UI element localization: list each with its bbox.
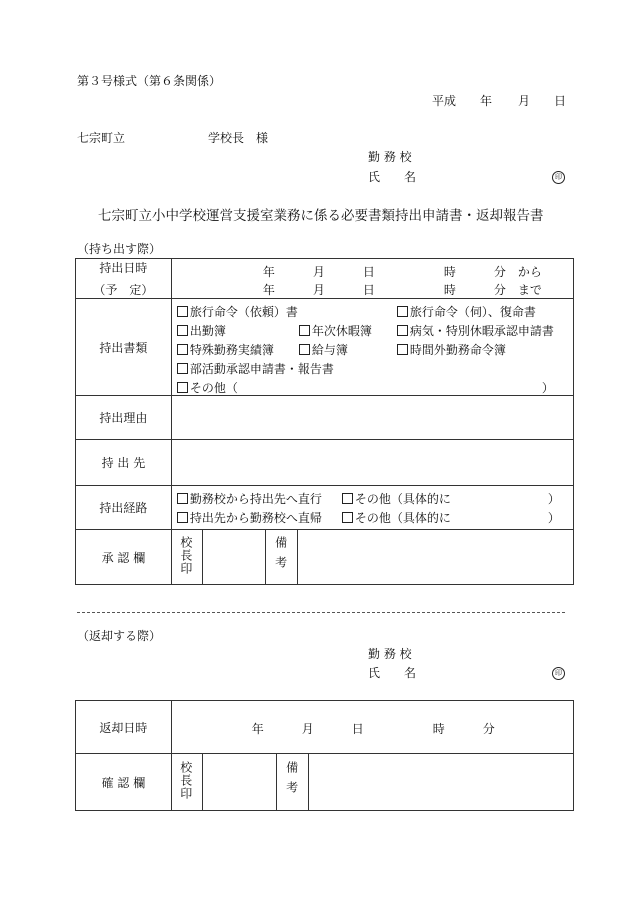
cb-annual-leave[interactable]: 年次休暇簿 [299, 322, 372, 339]
checkbox-icon [342, 493, 353, 504]
cb-direct-return[interactable]: 持出先から勤務校へ直帰 [177, 509, 322, 526]
dt-hour: 時 [443, 265, 456, 279]
other-close: ） [541, 381, 554, 395]
checkbox-icon [177, 512, 188, 523]
return-section-label: （返却する際） [77, 629, 162, 643]
cb-route-other-1[interactable]: その他（具体的に [342, 490, 451, 507]
checkbox-icon [177, 306, 188, 317]
takeout-table [75, 258, 574, 585]
cb-overtime[interactable]: 時間外勤務命令簿 [397, 341, 506, 358]
name-label: 氏 名 [368, 170, 417, 184]
confirm-label: 確 認 欄 [76, 754, 172, 811]
dt-min-2: 分 [493, 283, 506, 297]
checkbox-icon [177, 325, 188, 336]
seal-icon: 印 [552, 171, 565, 184]
dt-from: から [517, 265, 542, 279]
reason-field[interactable] [171, 396, 573, 440]
date-era: 平成 [432, 94, 457, 108]
dt-month-2: 月 [312, 283, 325, 297]
return-datetime-field[interactable] [171, 701, 573, 754]
route-close-1: ） [547, 492, 560, 506]
dt-day: 日 [362, 265, 375, 279]
principal-seal-field[interactable] [202, 530, 265, 585]
reason-label: 持出理由 [76, 396, 172, 440]
school-label: 勤 務 校 [368, 150, 412, 164]
return-remarks-label: 備考 [276, 754, 308, 811]
route-field [171, 486, 573, 530]
cb-special-duty[interactable]: 特殊勤務実績簿 [177, 341, 274, 358]
return-seal-icon: 印 [552, 667, 565, 680]
takeout-datetime-field[interactable] [171, 259, 573, 299]
cb-sick-leave[interactable]: 病気・特別休暇承認申請書 [397, 322, 554, 339]
dt-to: まで [517, 283, 542, 297]
checkbox-icon [397, 325, 408, 336]
ret-day: 日 [351, 722, 364, 736]
date-month: 月 [518, 94, 531, 108]
return-name-label: 氏 名 [368, 666, 417, 680]
dt-month: 月 [312, 265, 325, 279]
return-datetime-label: 返却日時 [76, 701, 172, 754]
checkbox-icon [299, 344, 310, 355]
ret-hour: 時 [432, 722, 445, 736]
return-school-label: 勤 務 校 [368, 647, 412, 661]
checkbox-icon [299, 325, 310, 336]
checkbox-icon [397, 306, 408, 317]
checkbox-icon [177, 344, 188, 355]
cb-travel-inquiry[interactable]: 旅行命令（伺）、復命書 [397, 303, 536, 320]
cb-direct-go[interactable]: 勤務校から持出先へ直行 [177, 490, 322, 507]
approval-label: 承 認 欄 [76, 530, 172, 585]
return-table [75, 700, 574, 811]
addressee-title: 学校長 様 [208, 131, 269, 145]
cb-salary[interactable]: 給与簿 [299, 341, 348, 358]
ret-month: 月 [301, 722, 314, 736]
remarks-label: 備考 [265, 530, 297, 585]
form-number: 第３号様式（第６条関係） [77, 74, 222, 88]
docs-field [171, 299, 573, 396]
dt-day-2: 日 [362, 283, 375, 297]
return-principal-seal-label: 校長印 [171, 754, 202, 811]
cb-travel-order[interactable]: 旅行命令（依頼）書 [177, 303, 298, 320]
destination-field[interactable] [171, 440, 573, 486]
return-remarks-field[interactable] [308, 754, 573, 811]
destination-label: 持 出 先 [76, 440, 172, 486]
ret-min: 分 [482, 722, 495, 736]
checkbox-icon [397, 344, 408, 355]
return-principal-seal-field[interactable] [202, 754, 276, 811]
date-year: 年 [480, 94, 493, 108]
ret-year: 年 [251, 722, 264, 736]
cb-other[interactable]: その他（ [177, 379, 238, 396]
dt-year: 年 [262, 265, 275, 279]
date-day: 日 [554, 94, 567, 108]
takeout-section-label: （持ち出す際） [77, 242, 162, 256]
remarks-field[interactable] [297, 530, 573, 585]
route-close-2: ） [547, 511, 560, 525]
dt-year-2: 年 [262, 283, 275, 297]
principal-seal-label: 校長印 [171, 530, 202, 585]
addressee-town: 七宗町立 [77, 131, 126, 145]
checkbox-icon [177, 493, 188, 504]
checkbox-icon [177, 382, 188, 393]
dt-min: 分 [493, 265, 506, 279]
cb-route-other-2[interactable]: その他（具体的に [342, 509, 451, 526]
checkbox-icon [177, 363, 188, 374]
cut-line [77, 612, 565, 613]
cb-attendance[interactable]: 出勤簿 [177, 322, 226, 339]
route-label: 持出経路 [76, 486, 172, 530]
checkbox-icon [342, 512, 353, 523]
cb-club-activity[interactable]: 部活動承認申請書・報告書 [177, 360, 334, 377]
takeout-datetime-label: 持出日時 （予 定） [76, 259, 172, 299]
dt-hour-2: 時 [443, 283, 456, 297]
docs-label: 持出書類 [76, 299, 172, 396]
document-title: 七宗町立小中学校運営支援室業務に係る必要書類持出申請書・返却報告書 [98, 208, 544, 224]
